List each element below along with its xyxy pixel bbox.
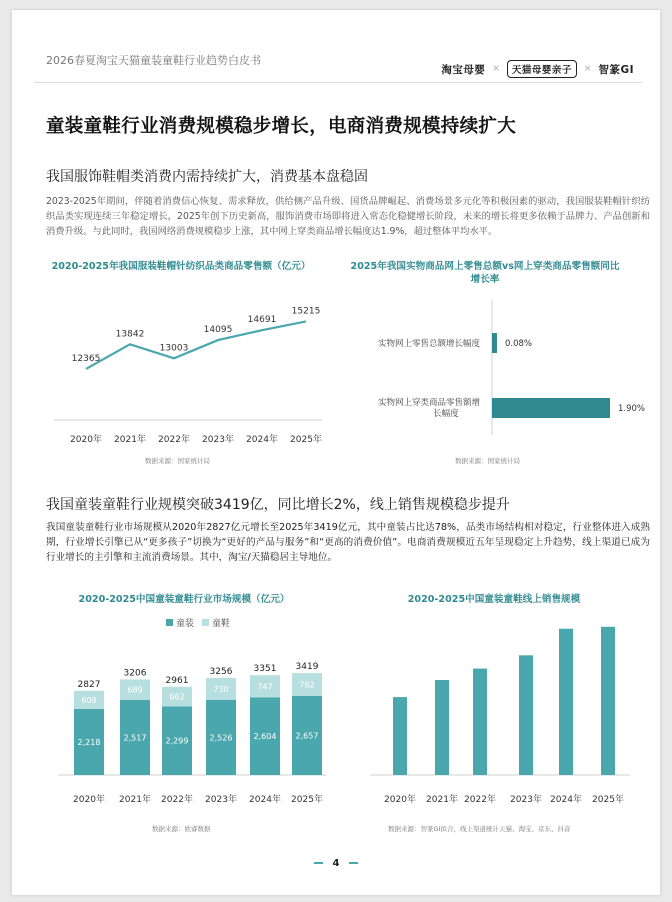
data-label-kidshoes: 730 bbox=[213, 684, 229, 694]
footer-dash bbox=[314, 862, 323, 864]
x-tick-label: 2022年 bbox=[158, 435, 190, 445]
total-label: 3256 bbox=[209, 666, 233, 677]
chart4-title: 2020-2025中国童装童鞋线上销售规模 bbox=[407, 594, 581, 605]
retail-line-chart bbox=[46, 280, 326, 450]
bar bbox=[519, 655, 533, 775]
data-label: 0.08% bbox=[504, 339, 532, 349]
legend-swatch bbox=[202, 619, 209, 626]
x-tick-label: 2025年 bbox=[290, 435, 322, 445]
bar bbox=[492, 398, 610, 418]
bar bbox=[559, 629, 573, 775]
x-tick-label: 2021年 bbox=[119, 795, 151, 805]
page-footer bbox=[12, 858, 660, 869]
data-label-kidshoes: 747 bbox=[257, 682, 273, 692]
x-tick-label: 2022年 bbox=[161, 795, 193, 805]
bar bbox=[435, 680, 449, 775]
x-tick-label: 2022年 bbox=[464, 795, 496, 805]
y-tick-label-line: 实物网上零售总额增长幅度 bbox=[377, 339, 480, 349]
growth-bar-chart bbox=[350, 300, 646, 450]
logo-separator: × bbox=[492, 64, 500, 74]
total-label: 3206 bbox=[123, 668, 147, 679]
total-label: 2827 bbox=[77, 679, 101, 690]
tmall-logo: 天猫母婴亲子 bbox=[507, 60, 577, 78]
online-sales-bar-chart bbox=[360, 620, 640, 810]
x-tick-label: 2024年 bbox=[550, 795, 582, 805]
zhizhuan-gi-logo: 智篆GI bbox=[598, 63, 634, 76]
total-label: 3419 bbox=[295, 662, 319, 673]
x-tick-label: 2023年 bbox=[205, 795, 237, 805]
x-tick-label: 2025年 bbox=[592, 795, 624, 805]
x-tick-label: 2020年 bbox=[384, 795, 416, 805]
x-tick-label: 2020年 bbox=[73, 795, 105, 805]
chart3-title: 2020-2025中国童装童鞋行业市场规模（亿元） bbox=[78, 594, 290, 605]
footer-dash bbox=[349, 862, 358, 864]
bar bbox=[473, 669, 487, 775]
data-label-kidswear: 2,657 bbox=[295, 731, 319, 741]
bar bbox=[601, 627, 615, 775]
section1-title: 我国服饰鞋帽类消费内需持续扩大，消费基本盘稳固 bbox=[46, 169, 368, 185]
legend-item-kidswear: 童装 bbox=[166, 616, 194, 629]
data-label-kidshoes: 609 bbox=[81, 695, 97, 705]
x-tick-label: 2023年 bbox=[510, 795, 542, 805]
data-label-kidshoes: 689 bbox=[127, 685, 143, 695]
x-tick-label: 2020年 bbox=[70, 435, 102, 445]
chart3-source: 数据来源：欧睿数据 bbox=[152, 825, 211, 833]
y-tick-label-line: 实物网上穿类商品零售额增 bbox=[377, 398, 480, 408]
data-label: 1.90% bbox=[618, 404, 646, 414]
data-label: 14095 bbox=[203, 325, 233, 336]
page-title: 童装童鞋行业消费规模稳步增长，电商消费规模持续扩大 bbox=[46, 116, 517, 137]
data-label: 13842 bbox=[115, 329, 145, 340]
bar bbox=[492, 333, 497, 353]
logo-separator: × bbox=[583, 64, 592, 74]
data-label: 14691 bbox=[247, 315, 277, 326]
x-tick-label: 2025年 bbox=[291, 795, 323, 805]
legend-swatch bbox=[166, 619, 173, 626]
chart2-title: 2025年我国实物商品网上零售总额vs网上穿类商品零售额同比增长率 bbox=[350, 261, 620, 285]
bar bbox=[393, 697, 407, 775]
y-tick-label-line: 长幅度 bbox=[433, 409, 459, 419]
data-label-kidshoes: 662 bbox=[169, 692, 185, 702]
brand-logos bbox=[441, 60, 634, 78]
x-tick-label: 2024年 bbox=[246, 435, 278, 445]
data-label-kidswear: 2,218 bbox=[77, 737, 101, 747]
x-tick-label: 2024年 bbox=[249, 795, 281, 805]
total-label: 2961 bbox=[165, 675, 189, 686]
chart1-title: 2020-2025年我国服装鞋帽针纺织品类商品零售额（亿元） bbox=[51, 261, 311, 272]
total-label: 3351 bbox=[253, 664, 277, 675]
x-tick-label: 2021年 bbox=[114, 435, 146, 445]
data-label-kidswear: 2,604 bbox=[253, 732, 277, 742]
data-label-kidswear: 2,526 bbox=[209, 733, 233, 743]
chart2-source: 数据来源：国家统计局 bbox=[455, 457, 520, 465]
data-label-kidshoes: 762 bbox=[299, 680, 315, 690]
section2-title: 我国童装童鞋行业规模突破3419亿，同比增长2%，线上销售规模稳步提升 bbox=[46, 497, 510, 513]
data-label: 15215 bbox=[291, 306, 321, 317]
y-tick-label bbox=[378, 338, 481, 349]
legend-item-kidshoes: 童鞋 bbox=[202, 616, 230, 629]
section2-paragraph: 我国童装童鞋行业市场规模从2020年2827亿元增长至2025年3419亿元，其中童装占比达78%，品类市场结构相对稳定，行业整体进入成熟期，行业增长引擎已从“更多孩子”切换为“更好的产品与服务”和“更高的消费价值”。电商消费规模近五年呈现稳定上升趋势，线上渠道已成为行业增长的主引擎和主流消费场景。其中，淘宝/天猫稳居主导地位。 bbox=[46, 522, 650, 563]
data-label-kidswear: 2,299 bbox=[165, 736, 189, 746]
y-tick-label bbox=[378, 397, 480, 419]
x-tick-label: 2021年 bbox=[426, 795, 458, 805]
taobao-muying-logo: 淘宝母婴 bbox=[441, 63, 486, 76]
page-number: 4 bbox=[332, 858, 340, 869]
data-label-kidswear: 2,517 bbox=[123, 733, 147, 743]
document-title: 2026春夏淘宝天猫童装童鞋行业趋势白皮书 bbox=[46, 54, 261, 67]
section1-paragraph: 2023-2025年期间，伴随着消费信心恢复、需求释放，供给侧产品升级、国货品牌崛起、消费场景多元化等积极因素的驱动，我国服装鞋帽针织纺织品类实现连续三年稳定增长，2025年创下历史新高，服饰消费市场即将进入常态化稳健增长阶段，未来的增长将更多依赖于品牌力、产品创新和消费升级。与此同时，我国网络消费规模稳步上涨，其中网上穿类商品增长幅度达1.9%，超过整体平均水平。 bbox=[46, 196, 650, 237]
chart1-source: 数据来源：国家统计局 bbox=[145, 457, 210, 465]
chart3-legend bbox=[166, 616, 230, 629]
x-tick-label: 2023年 bbox=[202, 435, 234, 445]
data-label: 12365 bbox=[71, 353, 101, 364]
header-divider bbox=[34, 82, 642, 83]
chart4-source: 数据来源：智篆GI拟合，线上渠道统计天猫、淘宝、京东、抖音 bbox=[388, 825, 571, 833]
document-page bbox=[12, 10, 660, 895]
market-size-stacked-chart bbox=[46, 640, 326, 810]
data-label: 13003 bbox=[159, 343, 189, 354]
